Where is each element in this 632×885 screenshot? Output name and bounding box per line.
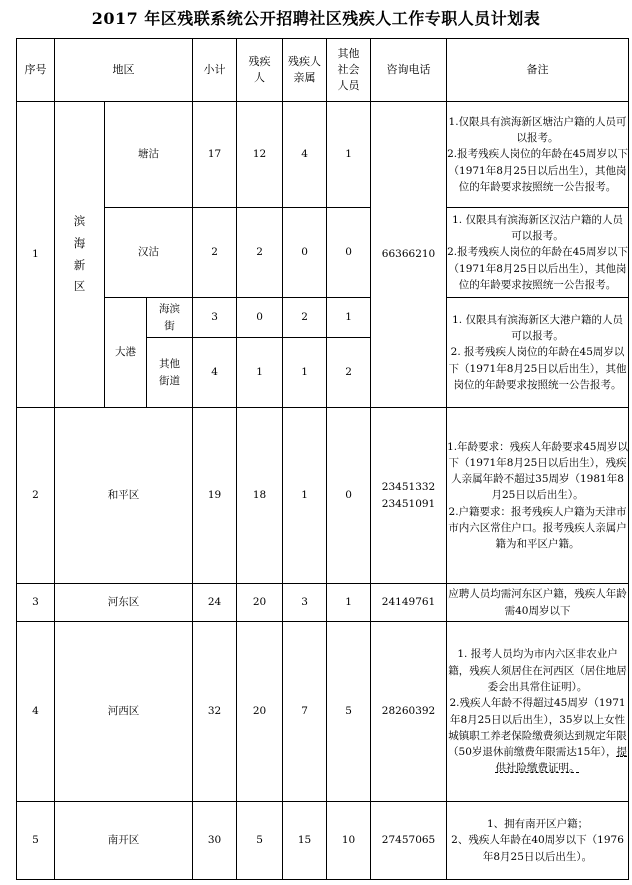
relatives-cell: 0 bbox=[283, 208, 327, 298]
subarea-hangu: 汉沽 bbox=[105, 208, 193, 298]
relatives-cell: 2 bbox=[283, 298, 327, 338]
note-underlined-text: 提供社险缴费证明。 bbox=[495, 746, 628, 775]
other-cell: 2 bbox=[327, 338, 371, 408]
disabled-cell: 0 bbox=[237, 298, 283, 338]
remarks-dagang bbox=[447, 298, 629, 408]
relatives-cell: 15 bbox=[283, 802, 327, 880]
district-heping: 和平区 bbox=[55, 408, 193, 584]
note-line: 1. 报考人员均为市内六区非农业户籍，残疾人须居住在河西区（居住地居委会出具常住证明）。 bbox=[448, 648, 627, 693]
note-line: 1.仅限具有滨海新区塘沽户籍的人员可以报考。 bbox=[448, 115, 627, 145]
seq-cell: 3 bbox=[17, 584, 55, 622]
phone-heping bbox=[371, 408, 447, 584]
disabled-cell: 20 bbox=[237, 584, 283, 622]
district-nankai: 南开区 bbox=[55, 802, 193, 880]
other-cell: 1 bbox=[327, 584, 371, 622]
header-disabled: 残疾人 bbox=[237, 39, 283, 102]
remarks-hedong bbox=[447, 584, 629, 622]
subarea-dagang: 大港 bbox=[105, 298, 147, 408]
phone-hedong: 24149761 bbox=[371, 584, 447, 622]
phone-binhai: 66366210 bbox=[371, 102, 447, 408]
table-row-dagang-haibin bbox=[17, 298, 629, 338]
remarks-nankai bbox=[447, 802, 629, 880]
header-phone: 咨询电话 bbox=[371, 39, 447, 102]
table-row-tanggu bbox=[17, 102, 629, 208]
note-line: 2.报考残疾人岗位的年龄在45周岁以下（1971年8月25日以后出生），其他岗位的年龄要求按照统一公告报考。 bbox=[447, 246, 628, 291]
header-other: 其他社会人员 bbox=[327, 39, 371, 102]
other-cell: 5 bbox=[327, 622, 371, 802]
subtotal-cell: 30 bbox=[193, 802, 237, 880]
disabled-cell: 5 bbox=[237, 802, 283, 880]
relatives-cell: 3 bbox=[283, 584, 327, 622]
recruitment-plan-table bbox=[16, 38, 629, 880]
note-line: 2、残疾人年龄在40周岁以下（1976年8月25日以后出生）。 bbox=[451, 834, 624, 863]
subtotal-cell: 19 bbox=[193, 408, 237, 584]
seq-cell: 1 bbox=[17, 102, 55, 408]
relatives-cell: 4 bbox=[283, 102, 327, 208]
seq-cell: 2 bbox=[17, 408, 55, 584]
relatives-cell: 1 bbox=[283, 408, 327, 584]
relatives-cell: 1 bbox=[283, 338, 327, 408]
seq-cell: 4 bbox=[17, 622, 55, 802]
other-cell: 1 bbox=[327, 102, 371, 208]
note-line: 应聘人员均需河东区户籍，残疾人年龄需40周岁以下 bbox=[448, 588, 627, 617]
note-line: 1. 仅限具有滨海新区大港户籍的人员可以报考。 bbox=[452, 313, 623, 343]
district-hedong: 河东区 bbox=[55, 584, 193, 622]
disabled-cell: 20 bbox=[237, 622, 283, 802]
remarks-hexi bbox=[447, 622, 629, 802]
header-row bbox=[17, 39, 629, 102]
note-line: 1. 仅限具有滨海新区汉沽户籍的人员可以报考。 bbox=[452, 213, 623, 243]
header-remarks: 备注 bbox=[447, 39, 629, 102]
note-line: 1、拥有南开区户籍； bbox=[486, 818, 589, 831]
other-cell: 1 bbox=[327, 298, 371, 338]
note-line: 2. 报考残疾人岗位的年龄在45周岁以下（1971年8月25日以后出生），其他岗位的年龄要求按照统一公告报考。 bbox=[448, 346, 627, 391]
subtotal-cell: 3 bbox=[193, 298, 237, 338]
district-binhai: 滨海新区 bbox=[55, 102, 105, 408]
phone-number: 23451091 bbox=[381, 497, 436, 510]
remarks-tanggu bbox=[447, 102, 629, 208]
remarks-hangu bbox=[447, 208, 629, 298]
district-hexi: 河西区 bbox=[55, 622, 193, 802]
subarea-tanggu: 塘沽 bbox=[105, 102, 193, 208]
phone-nankai: 27457065 bbox=[371, 802, 447, 880]
subtotal-cell: 32 bbox=[193, 622, 237, 802]
relatives-cell: 7 bbox=[283, 622, 327, 802]
other-cell: 0 bbox=[327, 408, 371, 584]
other-cell: 10 bbox=[327, 802, 371, 880]
note-line: 2.报考残疾人岗位的年龄在45周岁以下（1971年8月25日以后出生），其他岗位的年龄要求按照统一公告报考。 bbox=[447, 148, 628, 193]
subtotal-cell: 24 bbox=[193, 584, 237, 622]
phone-number: 23451332 bbox=[381, 480, 436, 493]
disabled-cell: 18 bbox=[237, 408, 283, 584]
table-row-heping bbox=[17, 408, 629, 584]
seq-cell: 5 bbox=[17, 802, 55, 880]
subtotal-cell: 2 bbox=[193, 208, 237, 298]
remarks-heping bbox=[447, 408, 629, 584]
table-row-hedong bbox=[17, 584, 629, 622]
header-subtotal: 小计 bbox=[193, 39, 237, 102]
other-cell: 0 bbox=[327, 208, 371, 298]
disabled-cell: 1 bbox=[237, 338, 283, 408]
phone-hexi: 28260392 bbox=[371, 622, 447, 802]
table-row-hexi bbox=[17, 622, 629, 802]
subtotal-cell: 4 bbox=[193, 338, 237, 408]
street-haibin: 海滨街 bbox=[147, 298, 193, 338]
note-line: 1.年龄要求：残疾人年龄要求45周岁以下（1971年8月25日以后出生），残疾人亲属年龄不超过35周岁（1981年8月25日以后出生）。 bbox=[447, 440, 628, 502]
table-row-hangu bbox=[17, 208, 629, 298]
subtotal-cell: 17 bbox=[193, 102, 237, 208]
page-title: 2017 年区残联系统公开招聘社区残疾人工作专职人员计划表 bbox=[91, 9, 541, 28]
header-area: 地区 bbox=[55, 39, 193, 102]
table-row-nankai bbox=[17, 802, 629, 880]
note-text: 2.残疾人年龄不得超过45周岁（1971年8月25日以后出生），35岁以上女性城镇职工养老保险缴费须达到规定年限（50岁退休前缴费年限需达15年）， bbox=[448, 697, 627, 759]
disabled-cell: 2 bbox=[237, 208, 283, 298]
header-seq: 序号 bbox=[17, 39, 55, 102]
note-line: 2.户籍要求：报考残疾人户籍为天津市市内六区常住户口。报考残疾人亲属户籍为和平区户籍。 bbox=[448, 505, 627, 551]
street-other: 其他街道 bbox=[147, 338, 193, 408]
note-line bbox=[447, 695, 628, 776]
header-relatives: 残疾人亲属 bbox=[283, 39, 327, 102]
disabled-cell: 12 bbox=[237, 102, 283, 208]
